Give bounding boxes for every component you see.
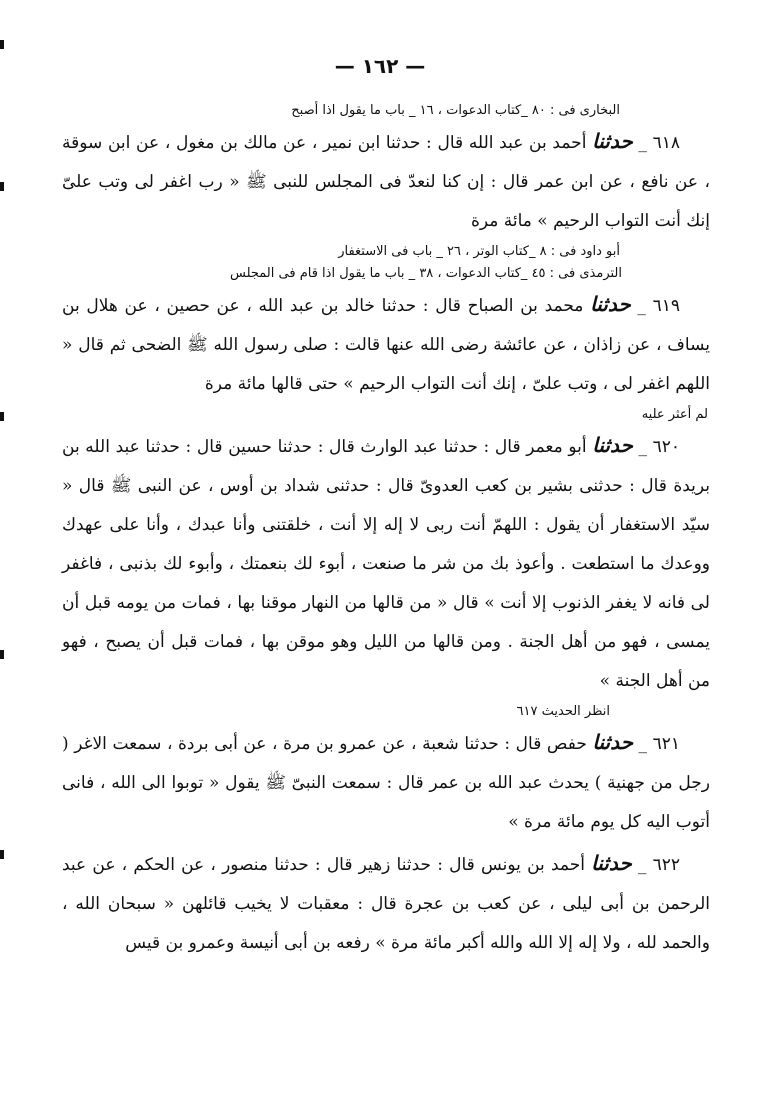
- hadith-618: [62, 122, 710, 241]
- reference-note: الترمذى فى : ٤٥ _كتاب الدعوات ، ٣٨ _ باب ما يقول اذا قام فى المجلس: [230, 266, 622, 281]
- hadith-622: [62, 844, 710, 963]
- edge-mark: [0, 850, 4, 859]
- hadith-text: حفص قال : حدثنا شعبة ، عن عمرو بن مرة ، عن أبى بردة ، سمعت الاغر ( رجل من جهنية ) يحدث عبد الله بن عمر قال : سمعت النبىّ ﷺ يقول « توبوا الى الله ، فانى أتوب اليه كل يوم مائة مرة »: [62, 734, 710, 832]
- page-body: [62, 100, 710, 963]
- haddatha-word: حدثنا: [592, 129, 633, 153]
- reference-note: أبو داود فى : ٨ _كتاب الوتر ، ٢٦ _ باب فى الاستغفار: [338, 244, 620, 259]
- hadith-number: ٦١٨ _: [638, 133, 680, 153]
- hadith-621: [62, 723, 710, 842]
- page-number: — ١٦٢ —: [334, 54, 426, 78]
- hadith-620: [62, 426, 710, 701]
- reference-note: انظر الحديث ٦١٧: [516, 704, 610, 719]
- hadith-text: محمد بن الصباح قال : حدثنا خالد بن عبد الله ، عن حصين ، عن هلال بن يساف ، عن زاذان ، عن عائشة رضى الله عنها قالت : صلى رسول الله ﷺ الضحى ثم قال « اللهم اغفر لى ، وتب علىّ ، إنك أنت التواب الرحيم » حتى قالها مائة مرة: [62, 296, 710, 394]
- hadith-number: ٦١٩ _: [637, 296, 680, 316]
- haddatha-word: حدثنا: [590, 292, 631, 316]
- reference-note: البخارى فى : ٨٠ _كتاب الدعوات ، ١٦ _ باب ما يقول اذا أصبح: [291, 103, 620, 118]
- hadith-text: أحمد بن يونس قال : حدثنا زهير قال : حدثنا منصور ، عن الحكم ، عن عبد الرحمن بن أبى ليلى ، عن كعب بن عجرة قال : معقبات لا يخيب قائلهن « سبحان الله ، والحمد لله ، ولا إله إلا الله والله أكبر مائة مرة » رفعه بن أبى أنيسة وعمرو بن قيس: [62, 855, 710, 953]
- haddatha-word: حدثنا: [591, 851, 632, 875]
- hadith-text: أحمد بن عبد الله قال : حدثنا ابن نمير ، عن مالك بن مغول ، عن ابن سوقة ، عن نافع ، عن ابن عمر قال : إن كنا لنعدّ فى المجلس للنبى ﷺ « رب اغفر لى وتب علىّ إنك أنت التواب الرحيم » مائة مرة: [62, 133, 710, 231]
- hadith-number: ٦٢٢ _: [637, 855, 681, 875]
- edge-mark: [0, 412, 4, 421]
- haddatha-word: حدثنا: [592, 730, 633, 754]
- edge-mark: [0, 650, 4, 659]
- hadith-619: [62, 285, 710, 404]
- hadith-text: أبو معمر قال : حدثنا عبد الوارث قال : حدثنا حسين قال : حدثنا عبد الله بن بريدة قال : حدثنى بشير بن كعب العدوىّ قال : حدثنى شداد بن أوس ، عن النبى ﷺ قال « سيّد الاستغفار أن يقول : اللهمّ أنت ربى لا إله إلا أنت ، خلقتنى وأنا عبدك ، وأنا على عهدك ووعدك ما استطعت . وأعوذ بك من شر ما صنعت ، أبوء لك بنعمتك ، وأبوء لك بذنبى ، فاغفر لى فانه لا يغفر الذنوب إلا أنت » قال « من قالها من النهار موقنا بها ، فمات من يومه قبل أن يمسى ، فهو من أهل الجنة . ومن قالها من الليل وهو موقن بها ، فمات قبل أن يصبح ، فهو من أهل الجنة »: [62, 437, 710, 691]
- hadith-number: ٦٢٠ _: [638, 437, 680, 457]
- reference-note: لم أعثر عليه: [641, 407, 708, 422]
- edge-mark: [0, 40, 4, 49]
- edge-mark: [0, 182, 4, 191]
- hadith-number: ٦٢١ _: [638, 734, 681, 754]
- haddatha-word: حدثنا: [592, 433, 633, 457]
